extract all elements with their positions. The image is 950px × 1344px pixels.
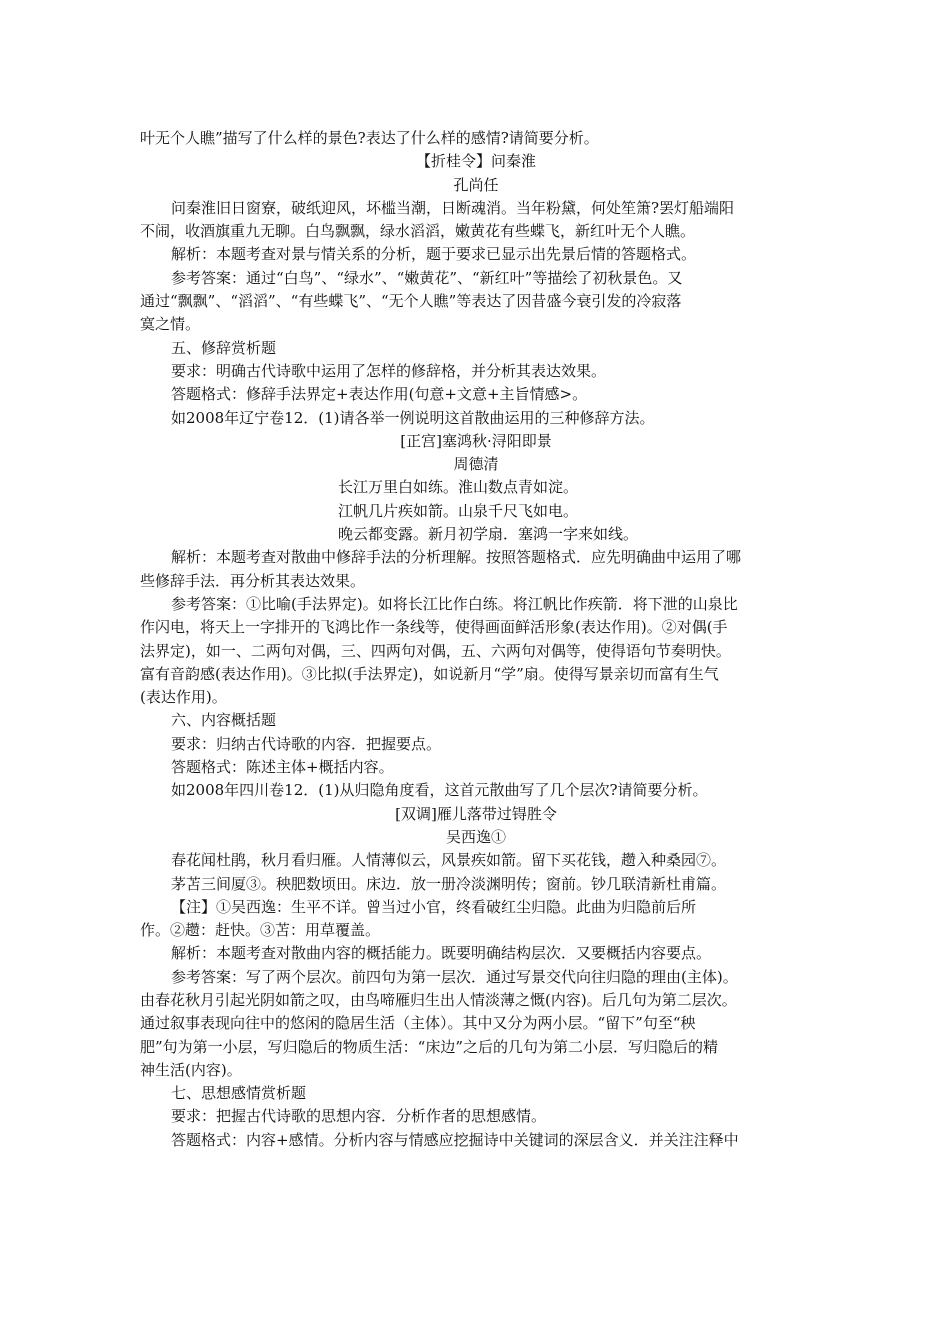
text-line: 解析：本题考查对散曲内容的概括能力。既要明确结构层次．又要概括内容要点。 [171, 944, 712, 963]
centered-heading-line: 【折桂令】问秦淮 [415, 152, 536, 171]
text-line: 解析：本题考查对景与情关系的分析，题于要求已显示出先景后情的答题格式。 [171, 245, 697, 264]
text-line: 答题格式：内容+感情。分析内容与情感应挖掘诗中关键词的深层含义．并关注注释中 [171, 1130, 739, 1149]
text-line: 作。②趱：赶快。③苫：用草覆盖。 [140, 921, 381, 940]
centered-heading-line: 孔尚任 [453, 175, 499, 194]
text-line: 参考答案：写了两个层次。前四句为第一层次．通过写景交代向往归隐的理由(主体)。 [171, 967, 738, 986]
text-line: 要求：归纳古代诗歌的内容．把握要点。 [171, 734, 442, 753]
text-line: 如2008年四川卷12．(1)从归隐角度看，这首元散曲写了几个层次?请简要分析。 [171, 781, 708, 800]
text-line: 神生活(内容)。 [140, 1060, 242, 1079]
text-line: 春花闻杜鹃，秋月看归雁。人情薄似云，风景疾如箭。留下买花钱，趱入种桑园⑦。 [171, 851, 727, 870]
text-line: 要求：明确古代诗歌中运用了怎样的修辞格，并分析其表达效果。 [171, 361, 607, 380]
text-line: 通过叙事表现向往中的悠闲的隐居生活（主体）。其中又分为两小层。“留下”句至“秧 [140, 1014, 696, 1033]
text-line: 由春花秋月引起光阴如箭之叹，由鸟啼雁归生出人情淡薄之慨(内容)。后几句为第二层次。 [140, 990, 737, 1009]
text-line: 作闪电，将天上一字排开的飞鸿比作一条线等，使得画面鲜活形象(表达作用)。②对偶(手 [140, 618, 728, 637]
text-line: 通过“飘飘”、“滔滔”、“有些蝶飞”、“无个人瞧”等表达了因昔盛今衰引发的冷寂落 [140, 292, 682, 311]
text-line: 七、思想感情赏析题 [171, 1084, 307, 1103]
verse-line: 晚云都变露。新月初学扇．塞鸿一字来如线。 [338, 525, 639, 544]
text-line: (表达作用)。 [140, 688, 227, 707]
text-line: 【注】①吴西逸：生平不详。曾当过小官，终看破红尘归隐。此曲为归隐前后所 [171, 897, 697, 916]
text-line: 六、内容概括题 [171, 711, 277, 730]
text-line: 解析：本题考查对散曲中修辞手法的分析理解。按照答题格式．应先明确曲中运用了哪 [171, 548, 742, 567]
verse-line: 长江万里白如练。淮山数点青如淀。 [338, 478, 579, 497]
text-line: 答题格式：陈述主体+概括内容。 [171, 758, 394, 777]
text-line: 法界定)，如一、二两句对偶，三、四两句对偶，五、六两句对偶等，使得语句节奏明快。 [140, 641, 731, 660]
text-line: 肥”句为第一小层，写归隐后的物质生活：“床边”之后的几句为第二小层．写归隐后的精 [140, 1037, 719, 1056]
text-line: 如2008年辽宁卷12．(1)请各举一例说明这首散曲运用的三种修辞方法。 [171, 408, 655, 427]
text-line: 要求：把握古代诗歌的思想内容．分析作者的思想感情。 [171, 1107, 547, 1126]
verse-line: 江帆几片疾如箭。山泉千尺飞如电。 [338, 501, 579, 520]
centered-heading-line: 周德清 [453, 455, 499, 474]
document-body [140, 127, 812, 1152]
centered-heading-line: [正宫]塞鸿秋·浔阳即景 [400, 431, 552, 450]
text-line: 参考答案：①比喻(手法界定)。如将长江比作白练。将江帆比作疾箭．将下泄的山泉比 [171, 594, 738, 613]
text-line: 些修辞手法．再分析其表达效果。 [140, 571, 366, 590]
centered-heading-line: [双调]雁儿落带过锝胜令 [395, 804, 557, 823]
text-line: 答题格式：修辞手法界定+表达作用(句意+文意+主旨情感>。 [171, 385, 588, 404]
text-line: 问秦淮旧日窗寮，破纸迎风，坏槛当潮，日断魂消。当年粉黛，何处笙箫?罢灯船端阳 [171, 198, 735, 217]
text-line: 不闹，收酒旗重九无聊。白鸟飘飘，绿水滔滔，嫩黄花有些蝶飞，新红叶无个人瞧。 [140, 222, 696, 241]
text-line: 寞之情。 [140, 315, 201, 334]
text-line: 叶无个人瞧”描写了什么样的景色?表达了什么样的感情?请简要分析。 [140, 129, 599, 147]
text-line: 富有音韵感(表达作用)。③比拟(手法界定)，如说新月“学”扇。使得写景亲切而富有生气 [140, 664, 719, 683]
centered-heading-line: 吴西逸① [445, 827, 506, 846]
text-line: 五、修辞赏析题 [171, 338, 277, 357]
text-line: 茅苫三间厦③。秧肥数顷田。床边．放一册冷淡渊明传；窗前。钞几联清新杜甫篇。 [171, 874, 727, 893]
text-line: 参考答案：通过“白鸟”、“绿水”、“嫩黄花”、“新红叶”等描绘了初秋景色。又 [171, 268, 683, 287]
